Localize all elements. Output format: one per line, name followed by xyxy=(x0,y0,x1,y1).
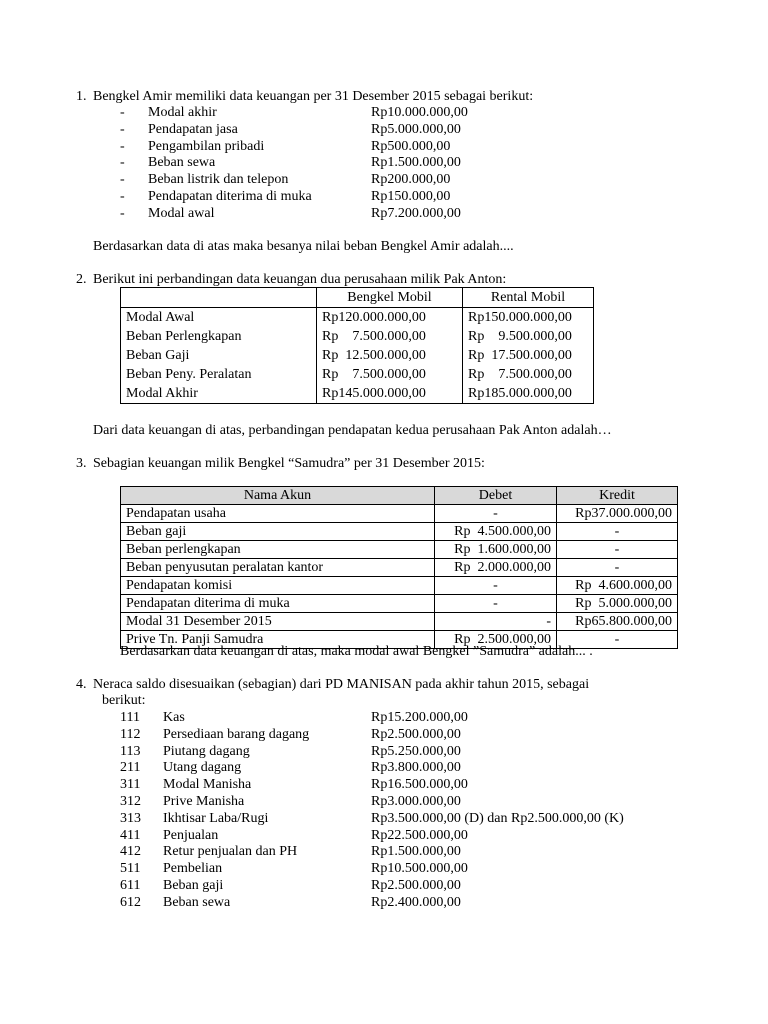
table-cell: Rp 7.500.000,00 xyxy=(317,327,463,346)
q4-number: 4. xyxy=(76,677,87,692)
table-cell: Rp 17.500.000,00 xyxy=(463,346,594,365)
account-value: Rp15.200.000,00 xyxy=(371,710,468,725)
table-cell: Pendapatan diterima di muka xyxy=(121,595,435,613)
table-header-cell: Debet xyxy=(435,487,557,505)
account-value: Rp5.250.000,00 xyxy=(371,743,461,759)
account-value: Rp3.800.000,00 xyxy=(371,760,461,776)
list-bullet: - xyxy=(120,155,125,171)
list-item xyxy=(0,810,768,827)
account-value: Rp10.500.000,00 xyxy=(371,861,468,877)
table-row xyxy=(121,365,594,384)
table-cell: Beban perlengkapan xyxy=(121,541,435,559)
account-value: Rp3.500.000,00 (D) dan Rp2.500.000,00 (K) xyxy=(371,810,624,826)
list-label: Pengambilan pribadi xyxy=(148,138,265,154)
table-cell: Rp 7.500.000,00 xyxy=(317,365,463,384)
account-code: 612 xyxy=(120,894,141,910)
table-cell: Rp150.000.000,00 xyxy=(463,308,594,328)
table-cell: Rp 5.000.000,00 xyxy=(557,595,678,613)
table-cell: Beban gaji xyxy=(121,523,435,541)
table-header-cell: Rental Mobil xyxy=(463,288,594,308)
account-name: Kas xyxy=(163,710,185,725)
account-code: 112 xyxy=(120,726,141,742)
list-item xyxy=(0,726,768,743)
list-item xyxy=(0,743,768,760)
list-label: Modal akhir xyxy=(148,105,217,120)
table-cell: - xyxy=(435,577,557,595)
table-cell: Pendapatan usaha xyxy=(121,505,435,523)
table-cell: Rp 2.500.000,00 xyxy=(435,631,557,649)
table-header-row xyxy=(121,487,678,505)
account-code: 113 xyxy=(120,743,141,759)
account-code: 111 xyxy=(120,710,140,725)
table-cell: Rp185.000.000,00 xyxy=(463,384,594,404)
list-value: Rp10.000.000,00 xyxy=(371,105,468,120)
table-cell: Rp 12.500.000,00 xyxy=(317,346,463,365)
account-name: Retur penjualan dan PH xyxy=(163,844,298,860)
list-label: Pendapatan diterima di muka xyxy=(148,189,312,204)
account-code: 211 xyxy=(120,760,141,776)
table-cell: Rp 7.500.000,00 xyxy=(463,365,594,384)
list-label: Beban listrik dan telepon xyxy=(148,172,289,188)
list-value: Rp150.000,00 xyxy=(371,189,451,204)
account-name: Piutang dagang xyxy=(163,743,250,759)
account-value: Rp1.500.000,00 xyxy=(371,844,461,860)
table-cell: Beban Perlengkapan xyxy=(121,327,317,346)
list-item xyxy=(0,843,768,860)
list-bullet: - xyxy=(120,105,125,120)
list-item xyxy=(0,104,768,121)
table-cell: Rp 2.000.000,00 xyxy=(435,559,557,577)
account-value: Rp2.500.000,00 xyxy=(371,878,461,893)
table-cell: Rp37.000.000,00 xyxy=(557,505,678,523)
table-cell: - xyxy=(435,595,557,613)
account-name: Penjualan xyxy=(163,827,219,843)
list-value: Rp5.000.000,00 xyxy=(371,121,461,137)
table-header-cell xyxy=(121,288,317,308)
list-bullet: - xyxy=(120,121,125,137)
list-item xyxy=(0,759,768,776)
table-row xyxy=(121,595,678,613)
table-header-row xyxy=(121,288,594,308)
account-code: 313 xyxy=(120,810,141,826)
table-cell: - xyxy=(557,541,678,559)
list-item xyxy=(0,171,768,188)
table-row xyxy=(121,346,594,365)
account-name: Prive Manisha xyxy=(163,794,245,809)
list-item xyxy=(0,154,768,171)
list-item xyxy=(0,138,768,155)
table-cell: Prive Tn. Panji Samudra xyxy=(121,631,435,649)
table-header-cell: Bengkel Mobil xyxy=(317,288,463,308)
table-cell: Modal Awal xyxy=(121,308,317,328)
list-item xyxy=(0,827,768,844)
q2-number: 2. xyxy=(76,272,87,287)
q2-table xyxy=(120,287,594,404)
account-code: 611 xyxy=(120,878,141,893)
list-item xyxy=(0,121,768,138)
table-row xyxy=(121,384,594,404)
account-name: Persediaan barang dagang xyxy=(163,726,310,742)
list-item xyxy=(0,877,768,894)
list-value: Rp500.000,00 xyxy=(371,138,451,154)
account-value: Rp16.500.000,00 xyxy=(371,777,468,793)
account-code: 411 xyxy=(120,827,141,843)
list-item xyxy=(0,709,768,726)
list-item xyxy=(0,860,768,877)
list-bullet: - xyxy=(120,138,125,154)
account-name: Beban sewa xyxy=(163,894,231,910)
list-label: Modal awal xyxy=(148,205,215,221)
table-cell: - xyxy=(435,505,557,523)
table-cell: Modal Akhir xyxy=(121,384,317,404)
list-bullet: - xyxy=(120,172,125,188)
q4-intro-line1: Neraca saldo disesuaikan (sebagian) dari PD MANISAN pada akhir tahun 2015, sebagai xyxy=(93,677,590,692)
list-item xyxy=(0,776,768,793)
account-name: Pembelian xyxy=(163,861,223,877)
table-cell: Modal 31 Desember 2015 xyxy=(121,613,435,631)
account-value: Rp22.500.000,00 xyxy=(371,827,468,843)
table-header-cell: Nama Akun xyxy=(121,487,435,505)
table-cell: Beban Peny. Peralatan xyxy=(121,365,317,384)
q1-question: Berdasarkan data di atas maka besanya nilai beban Bengkel Amir adalah.... xyxy=(93,239,514,254)
table-cell: Beban penyusutan peralatan kantor xyxy=(121,559,435,577)
q1-intro: Bengkel Amir memiliki data keuangan per 31 Desember 2015 sebagai berikut: xyxy=(93,89,534,104)
table-cell: Rp120.000.000,00 xyxy=(317,308,463,328)
account-value: Rp2.400.000,00 xyxy=(371,894,461,910)
q3-table xyxy=(120,486,678,649)
q3-number: 3. xyxy=(76,456,87,471)
list-item xyxy=(0,894,768,911)
list-bullet: - xyxy=(120,189,125,204)
q4-intro-line2: berikut: xyxy=(102,693,146,708)
table-row xyxy=(121,541,678,559)
list-value: Rp200.000,00 xyxy=(371,172,451,188)
table-cell: - xyxy=(435,613,557,631)
table-cell: - xyxy=(557,631,678,649)
table-cell: Rp 4.500.000,00 xyxy=(435,523,557,541)
list-label: Beban sewa xyxy=(148,155,216,171)
table-cell: Rp65.800.000,00 xyxy=(557,613,678,631)
q2-question: Dari data keuangan di atas, perbandingan pendapatan kedua perusahaan Pak Anton adalah… xyxy=(93,423,612,438)
account-name: Modal Manisha xyxy=(163,777,252,793)
account-code: 311 xyxy=(120,777,141,793)
list-value: Rp1.500.000,00 xyxy=(371,155,461,171)
table-cell: Rp 9.500.000,00 xyxy=(463,327,594,346)
account-value: Rp3.000.000,00 xyxy=(371,794,461,809)
list-item xyxy=(0,793,768,810)
table-row xyxy=(121,523,678,541)
table-row xyxy=(121,577,678,595)
account-code: 312 xyxy=(120,794,141,809)
table-cell: Rp145.000.000,00 xyxy=(317,384,463,404)
table-cell: - xyxy=(557,559,678,577)
account-value: Rp2.500.000,00 xyxy=(371,726,461,742)
table-cell: Beban Gaji xyxy=(121,346,317,365)
account-name: Beban gaji xyxy=(163,878,224,893)
table-row xyxy=(121,559,678,577)
table-row xyxy=(121,327,594,346)
table-row xyxy=(121,308,594,328)
table-cell: Pendapatan komisi xyxy=(121,577,435,595)
table-header-cell: Kredit xyxy=(557,487,678,505)
table-row xyxy=(121,613,678,631)
table-row xyxy=(121,505,678,523)
table-cell: Rp 4.600.000,00 xyxy=(557,577,678,595)
q2-intro: Berikut ini perbandingan data keuangan dua perusahaan milik Pak Anton: xyxy=(93,272,507,287)
q1-number: 1. xyxy=(76,89,87,104)
account-code: 511 xyxy=(120,861,141,877)
list-bullet: - xyxy=(120,205,125,221)
table-cell: - xyxy=(557,523,678,541)
account-name: Ikhtisar Laba/Rugi xyxy=(163,810,269,826)
list-value: Rp7.200.000,00 xyxy=(371,205,461,221)
list-label: Pendapatan jasa xyxy=(148,121,238,137)
q3-intro: Sebagian keuangan milik Bengkel “Samudra” per 31 Desember 2015: xyxy=(93,456,485,471)
q3-question: Berdasarkan data keuangan di atas, maka modal awal Bengkel ”Samudra” adalah... . xyxy=(120,644,593,659)
list-item xyxy=(0,188,768,205)
table-cell: Rp 1.600.000,00 xyxy=(435,541,557,559)
account-code: 412 xyxy=(120,844,141,860)
account-name: Utang dagang xyxy=(163,760,242,776)
list-item xyxy=(0,205,768,222)
